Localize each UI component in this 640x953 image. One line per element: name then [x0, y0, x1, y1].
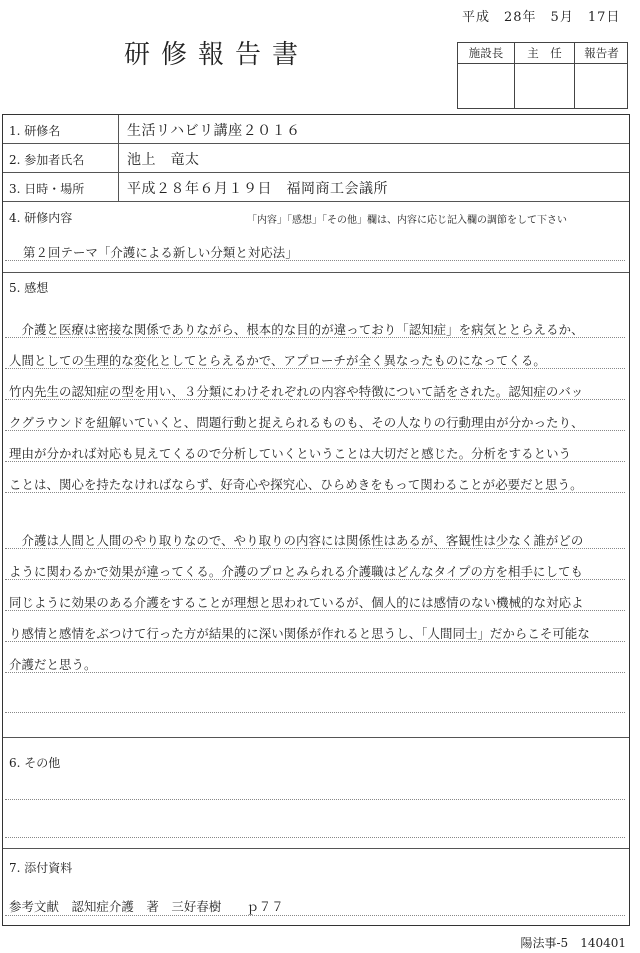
impression-line: 竹内先生の認知症の型を用い、３分類にわけそれぞれの内容や特徴について話をされた。認知症のバッ	[9, 384, 584, 399]
label-divider	[118, 115, 119, 201]
training-name-value: 生活リハビリ講座２０１６	[127, 123, 301, 139]
datetime-place-label: 3. 日時・場所	[9, 182, 85, 196]
stamp-label-reporter: 報告者	[575, 43, 628, 64]
impression-line: ように関わるかで効果が違ってくる。介護のプロとみられる介護職はどんなタイプの方を相手にしても	[9, 564, 583, 579]
stamp-cell-facility-head	[458, 43, 514, 108]
datetime-place-value: 平成２８年６月１９日 福岡商工会議所	[127, 181, 388, 197]
impression-line: クグラウンドを紐解いていくと、問題行動と捉えられるものも、その人なりの行動理由が分かったり、	[9, 415, 584, 430]
stamp-label-chief: 主 任	[515, 43, 574, 64]
approval-stamp-box	[457, 42, 628, 109]
report-form	[2, 114, 630, 926]
attachment-line: 参考文献 認知症介護 著 三好春樹 ｐ７７	[9, 899, 284, 914]
other-label: 6. その他	[9, 756, 61, 770]
form-code: 陽法事-5 140401	[520, 936, 626, 950]
impressions-label: 5. 感想	[9, 281, 49, 295]
stamp-cell-chief	[514, 43, 574, 108]
training-name-label: 1. 研修名	[9, 124, 61, 138]
theme-line: 第２回テーマ「介護による新しい分類と対応法」	[23, 245, 298, 260]
impression-line: 介護と医療は密接な関係でありながら、根本的な目的が違っており「認知症」を病気ととらえるか、	[9, 322, 584, 337]
impression-line: 人間としての生理的な変化としてとらえるかで、アプローチが全く異なったものになってくる。	[9, 353, 546, 368]
participant-label: 2. 参加者氏名	[9, 153, 85, 167]
report-date: 平成 28年 5月 17日	[462, 10, 621, 25]
impression-line: 介護は人間と人間のやり取りなので、やり取りの内容には関係性はあるが、客観性は少なく誰がどの	[9, 533, 584, 548]
stamp-label-facility-head: 施設長	[458, 43, 514, 64]
impression-line: 理由が分かれば対応も見えてくるので分析していくということは大切だと感じた。分析をするという	[9, 446, 572, 461]
instruction-note: 「内容」「感想」「その他」欄は、内容に応じ記入欄の調節をして下さい	[247, 215, 567, 226]
impression-line: り感情と感情をぶつけて行った方が結果的に深い関係が作れると思うし、「人間同士」だからこそ可能な	[9, 626, 590, 641]
participant-value: 池上 竜太	[127, 152, 200, 168]
attachments-label: 7. 添付資料	[9, 861, 73, 875]
document-title: 研修報告書	[124, 40, 310, 70]
impression-line: ことは、関心を持たなければならず、好奇心や探究心、ひらめきをもって関わることが必要だと思う。	[9, 477, 583, 492]
impression-line: 介護だと思う。	[9, 657, 97, 672]
stamp-cell-reporter	[574, 43, 628, 108]
training-content-label: 4. 研修内容	[9, 211, 73, 225]
impression-line: 同じように効果のある介護をすることが理想と思われているが、個人的には感情のない機械的な対応よ	[9, 595, 584, 610]
